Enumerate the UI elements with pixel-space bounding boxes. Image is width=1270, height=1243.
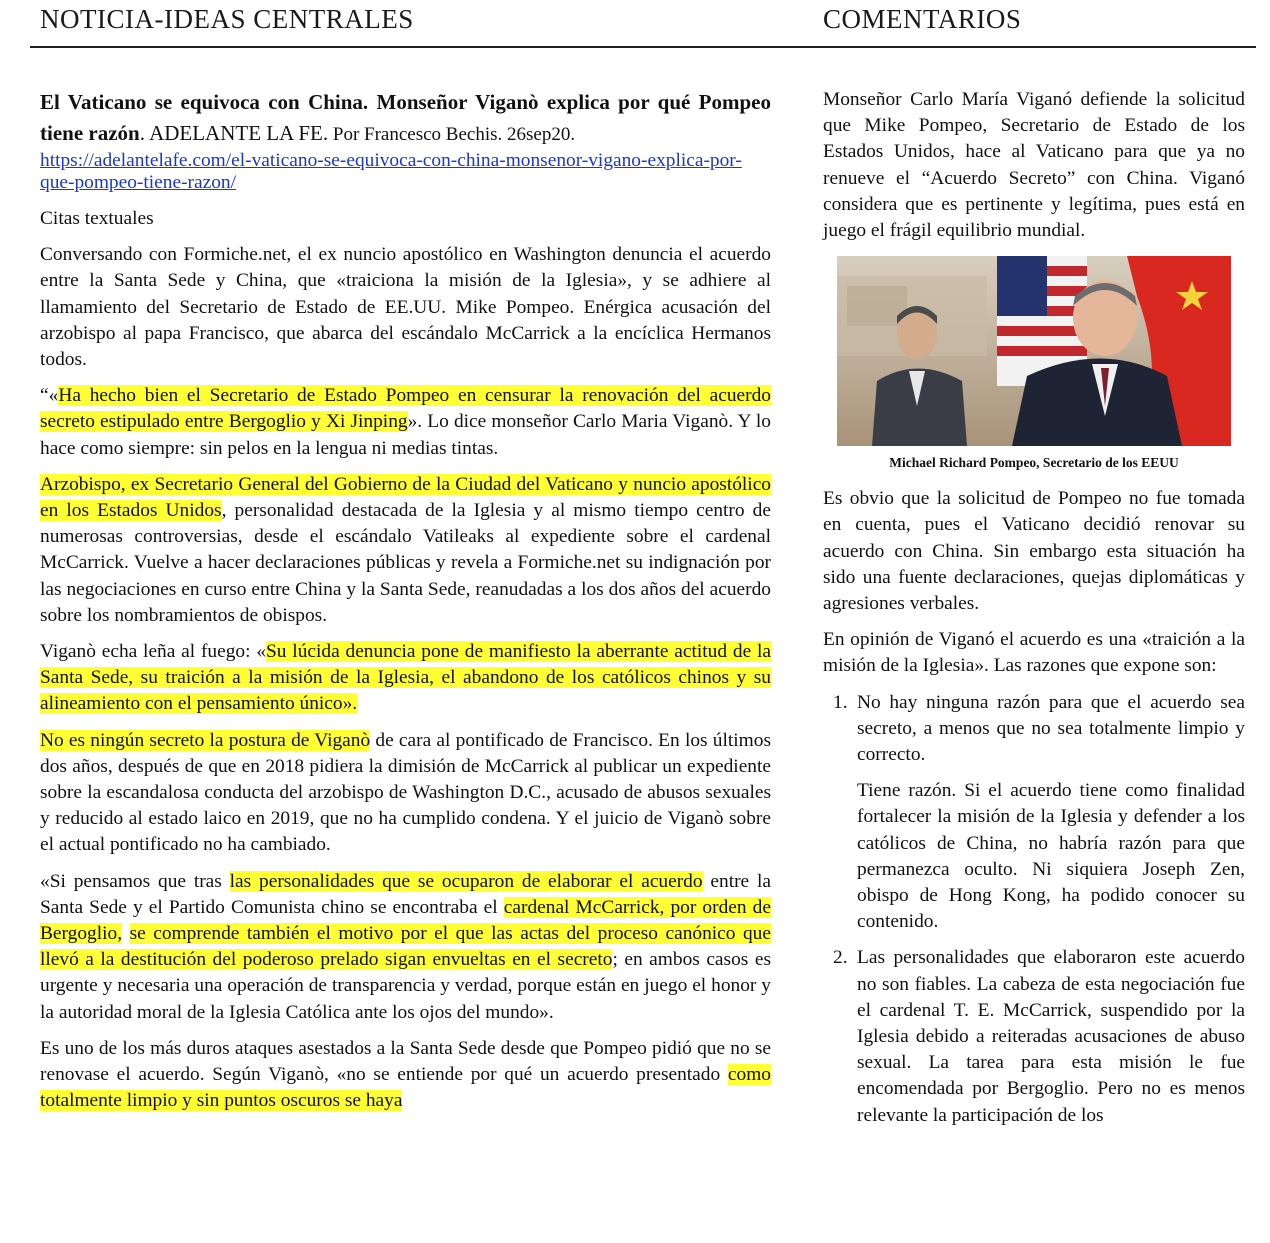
article-author: Por Francesco Bechis.: [328, 124, 503, 145]
list-item: [823, 690, 1245, 936]
p4-highlight: Su lúcida denuncia pone de manifiesto la aberrante actitud de la Santa Sede, su traición a la misión de la Iglesia, el abandono de los católicos chinos y su alineamiento con el pensamiento único».: [40, 641, 771, 715]
p6-pre: «Si pensamos que tras: [40, 870, 230, 892]
header-rule: [30, 46, 1256, 48]
p6-mid-1: entre la Santa Sede y el Partido Comunista chino se encontraba el: [40, 870, 771, 918]
comment-3: En opinión de Viganó el acuerdo es una «traición a la misión de la Iglesia». Las razones que expone son:: [823, 629, 1245, 677]
article-title-text: El Vaticano se equivoca con China. Monseñor Viganò explica por qué Pompeo tiene razón: [40, 90, 771, 145]
photo-illustration: [837, 256, 1231, 446]
p6-post: ; en ambos casos es urgente y necesaria una operación de transparencia y verdad, porque están en juego el honor y la autoridad moral de la Iglesia Católica ante los ojos del mundo».: [40, 949, 771, 1023]
list-item: [823, 945, 1245, 1128]
p7-highlight: como totalmente limpio y sin puntos oscuros se haya: [40, 1064, 771, 1112]
list-number: 2.: [833, 947, 848, 969]
p2-pre: “«: [40, 385, 59, 407]
p6-highlight-1: las personalidades que se ocuparon de elaborar el acuerdo: [229, 870, 703, 892]
paragraph-7: [40, 1036, 771, 1115]
paragraph-6: [40, 869, 771, 1026]
p6-highlight-3: se comprende también el motivo por el que las actas del proceso canónico que llevó a la destitución del poderoso prelado sigan envueltas en el secreto: [40, 923, 771, 971]
comment-1: Monseñor Carlo María Viganó defiende la solicitud que Mike Pompeo, Secretario de Estado de los Estados Unidos, hace al Vaticano para que ya no renueve el “Acuerdo Secreto” con China. Viganó considera que es pertinente y legítima, pues está en juego el frágil equilibrio mundial.: [823, 89, 1245, 242]
list-item-note: Tiene razón. Si el acuerdo tiene como finalidad fortalecer la misión de la Iglesia y defender a los católicos de China, no habría razón para que permanezca oculto. Ni siquiera Joseph Zen, obispo de Hong Kong, ha podido conocer su contenido.: [857, 780, 1245, 933]
photo-caption: Michael Richard Pompeo, Secretario de los EEUU: [889, 455, 1179, 471]
p4-pre: Viganò echa leña al fuego: «: [40, 641, 267, 663]
article-source: . ADELANTE LA FE.: [139, 121, 329, 145]
p6-mid-2: [122, 923, 130, 944]
paragraph-1: Conversando con Formiche.net, el ex nuncio apostólico en Washington denuncia el acuerdo entre la Santa Sede y China, que «traiciona la misión de la Iglesia», y se adhiere al llamamiento del Secretario de Estado de EE.UU. Mike Pompeo. Enérgica acusación del arzobispo al papa Francisco, que abarca del escándalo McCarrick a la encíclica Hermanos todos.: [40, 244, 771, 371]
p5-post: de cara al pontificado de Francisco. En los últimos dos años, después de que en 2018 pidiera la dimisión de McCarrick al publicar un expediente sobre la escandalosa conducta del arzobispo de Washington D.C., acusado de abusos sexuales y reducido al estado laico en 2019, que no ha cumplido condena. Y el juicio de Viganò sobre el actual pontificado no ha cambiado.: [40, 729, 771, 856]
right-column-header: COMENTARIOS: [823, 4, 1022, 34]
list-item-text: No hay ninguna razón para que el acuerdo sea secreto, a menos que no sea totalmente limpio y correcto.: [857, 691, 1245, 766]
paragraph-4: [40, 639, 771, 718]
pompeo-photo: [837, 256, 1231, 446]
article-title: [40, 87, 771, 150]
p5-highlight: No es ningún secreto la postura de Viganò: [40, 729, 371, 751]
news-column: [40, 87, 771, 1125]
list-item-text: Las personalidades que elaboraron este acuerdo no son fiables. La cabeza de esta negociación fue el cardenal T. E. McCarrick, suspendido por la Iglesia debido a reiteradas acusaciones de abuso sexual. La tarea para esta misión le fue encomendada por Bergoglio. Pero no es menos relevante la participación de los: [857, 947, 1245, 1126]
reasons-list: [823, 690, 1245, 1129]
p2-post: ». Lo dice monseñor Carlo Maria Viganò. Y lo hace como siempre: sin pelos en la lengua ni medias tintas.: [40, 411, 771, 459]
comments-column: [823, 87, 1245, 1139]
paragraph-5: [40, 728, 771, 859]
p6-highlight-2: cardenal McCarrick, por orden de Bergoglio,: [40, 896, 771, 945]
article-date: 26sep20.: [502, 124, 576, 145]
p3-post: , personalidad destacada de la Iglesia y al mismo tiempo centro de numerosas controversias, desde el escándalo Vatileaks al expediente sobre el cardenal McCarrick. Vuelve a hacer declaraciones públicas y revela a Formiche.net su indignación por las negociaciones en curso entre China y la Santa Sede, reanudadas a los dos años del acuerdo sobre los nombramientos de obispos.: [40, 500, 771, 626]
paragraph-2: [40, 383, 771, 462]
comment-2: Es obvio que la solicitud de Pompeo no fue tomada en cuenta, pues el Vaticano decidió renovar su acuerdo con China. Sin embargo esta situación ha sido una fuente declaraciones, quejas diplomáticas y agresiones verbales.: [823, 488, 1245, 615]
citas-label: Citas textuales: [40, 208, 154, 229]
p2-highlight: Ha hecho bien el Secretario de Estado Pompeo en censurar la renovación del acuerdo secreto estipulado entre Bergoglio y Xi Jinping: [40, 385, 771, 433]
p7-pre: Es uno de los más duros ataques asestados a la Santa Sede desde que Pompeo pidió que no se renovase el acuerdo. Según Viganò, «no se entiende por qué un acuerdo presentado: [40, 1037, 771, 1086]
paragraph-3: [40, 472, 771, 629]
list-number: 1.: [833, 691, 848, 713]
p3-highlight: Arzobispo, ex Secretario General del Gobierno de la Ciudad del Vaticano y nuncio apostólico en los Estados Unidos: [40, 473, 771, 522]
left-column-header: NOTICIA-IDEAS CENTRALES: [40, 4, 414, 34]
article-link[interactable]: https://adelantelafe.com/el-vaticano-se-equivoca-con-china-monsenor-vigano-explica-por-que-pompeo-tiene-razon/: [40, 150, 742, 193]
